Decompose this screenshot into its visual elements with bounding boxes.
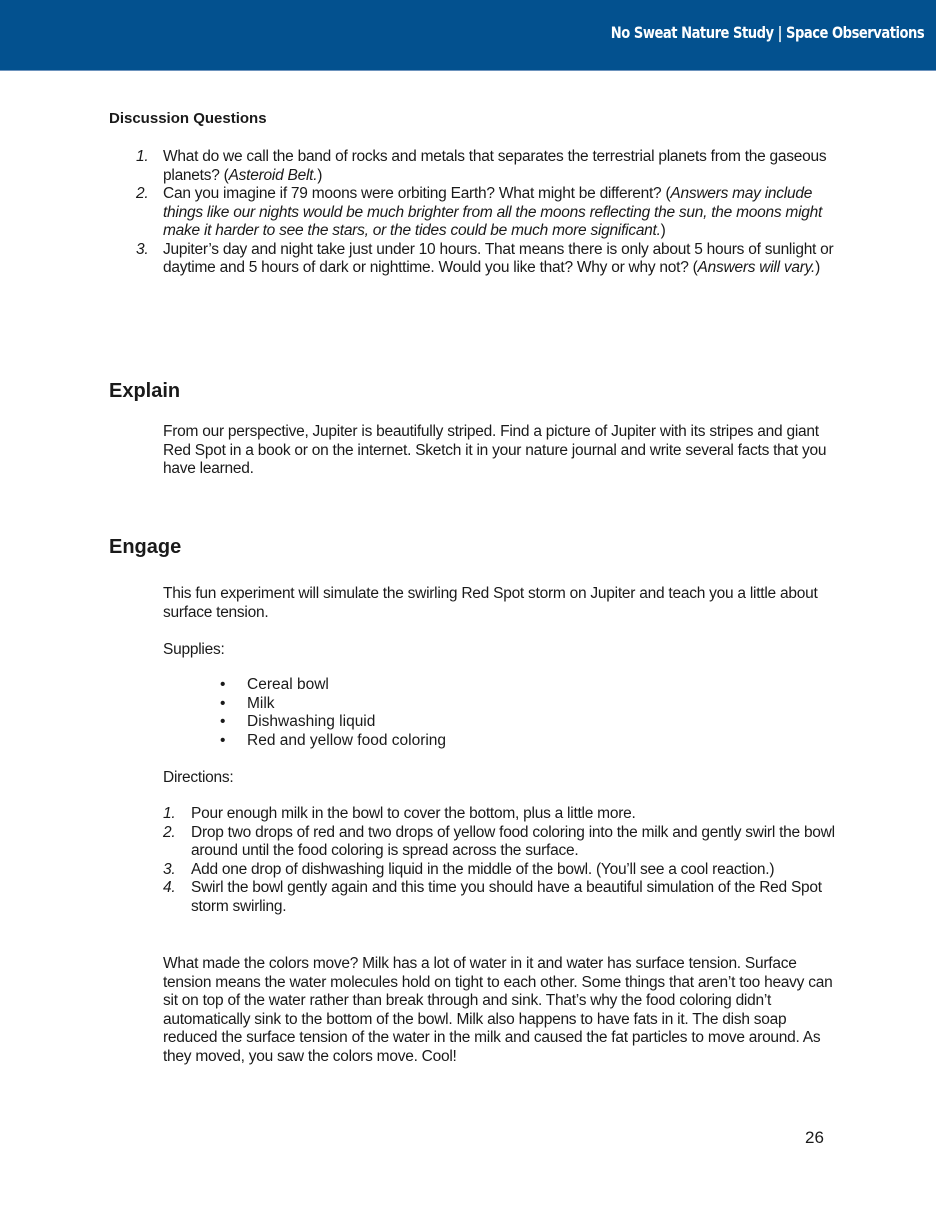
bullet-icon: • <box>220 713 226 730</box>
direction-step <box>135 824 835 861</box>
supply-item <box>220 732 446 751</box>
step-number: 2. <box>163 823 176 841</box>
bullet-icon: • <box>220 676 226 693</box>
directions-list <box>135 805 835 916</box>
directions-label: Directions: <box>163 769 234 786</box>
explain-heading: Explain <box>109 380 181 402</box>
supply-label: Red and yellow food coloring <box>247 731 447 749</box>
discussion-question <box>130 241 840 278</box>
question-answer: Answers may include things like our nights would be much brighter from all the moons reflecting the sun, the moons might make it harder to see the stars, or the tides could be much more significant. <box>163 185 823 239</box>
explanation-text: What made the colors move? Milk has a lot of water in it and water has surface tension. Surface tension means the water molecules hold on tight to each other. Some things that aren’t too heavy can sit on top of the water rather than break through and sink. That’s why the food coloring didn’t automatically sink to the bottom of the bowl. Milk also happens to have fats in it. The dish soap reduced the surface tension of the water in the milk and caused the fat particles to move around. As they moved, you saw the colors move. Cool! <box>163 955 833 1065</box>
supply-label: Milk <box>247 694 275 712</box>
discussion-heading: Discussion Questions <box>109 110 267 127</box>
question-answer: Answers will vary. <box>697 259 816 276</box>
supply-label: Cereal bowl <box>247 676 329 693</box>
step-number: 4. <box>163 879 176 896</box>
header-title: No Sweat Nature Study | Space Observations <box>610 23 924 42</box>
paren-close: ) <box>660 222 666 239</box>
step-text: Pour enough milk in the bowl to cover the bottom, plus a little more. <box>191 805 636 822</box>
engage-intro: This fun experiment will simulate the swirling Red Spot storm on Jupiter and teach you a little about surface tension. <box>163 585 818 621</box>
explain-text: From our perspective, Jupiter is beautifully striped. Find a picture of Jupiter with its stripes and giant Red Spot in a book or on the internet. Sketch it in your nature journal and write several facts that you have learned. <box>163 423 827 477</box>
page-number: 26 <box>805 1128 824 1147</box>
direction-step <box>135 879 835 916</box>
question-text: Can you imagine if 79 moons were orbiting Earth? What might be different? ( <box>163 185 671 202</box>
engage-heading: Engage <box>109 536 182 558</box>
question-text: Jupiter’s day and night take just under 10 hours. That means there is only about 5 hours of sunlight or daytime and 5 hours of dark or nighttime. Would you like that? Why or why not? ( <box>163 240 834 276</box>
supply-item <box>220 713 446 732</box>
question-answer: Asteroid Belt. <box>228 166 318 184</box>
paren-close: ) <box>317 166 323 184</box>
step-text: Swirl the bowl gently again and this time you should have a beautiful simulation of the Red Spot storm swirling. <box>191 879 822 915</box>
direction-step <box>135 805 835 824</box>
direction-step <box>135 861 835 880</box>
step-number: 3. <box>163 860 176 878</box>
discussion-question <box>130 185 840 241</box>
question-number: 3. <box>136 240 149 258</box>
supply-item <box>220 695 446 714</box>
bullet-icon: • <box>220 731 226 749</box>
discussion-questions-list <box>130 148 840 278</box>
discussion-question <box>130 148 840 185</box>
step-number: 1. <box>163 805 176 822</box>
bullet-icon: • <box>220 694 226 712</box>
supply-label: Dishwashing liquid <box>247 713 376 730</box>
page-header <box>0 0 936 71</box>
question-number: 1. <box>136 148 149 165</box>
supplies-label: Supplies: <box>163 641 225 658</box>
supply-item <box>220 676 446 695</box>
step-text: Drop two drops of red and two drops of yellow food coloring into the milk and gently swirl the bowl around until the food coloring is spread across the surface. <box>191 823 835 859</box>
supplies-list <box>220 676 446 750</box>
step-text: Add one drop of dishwashing liquid in the middle of the bowl. (You’ll see a cool reaction.) <box>191 860 775 878</box>
paren-close: ) <box>815 259 820 276</box>
question-number: 2. <box>136 185 149 202</box>
question-text: What do we call the band of rocks and metals that separates the terrestrial planets from the gaseous planets? ( <box>163 148 827 184</box>
